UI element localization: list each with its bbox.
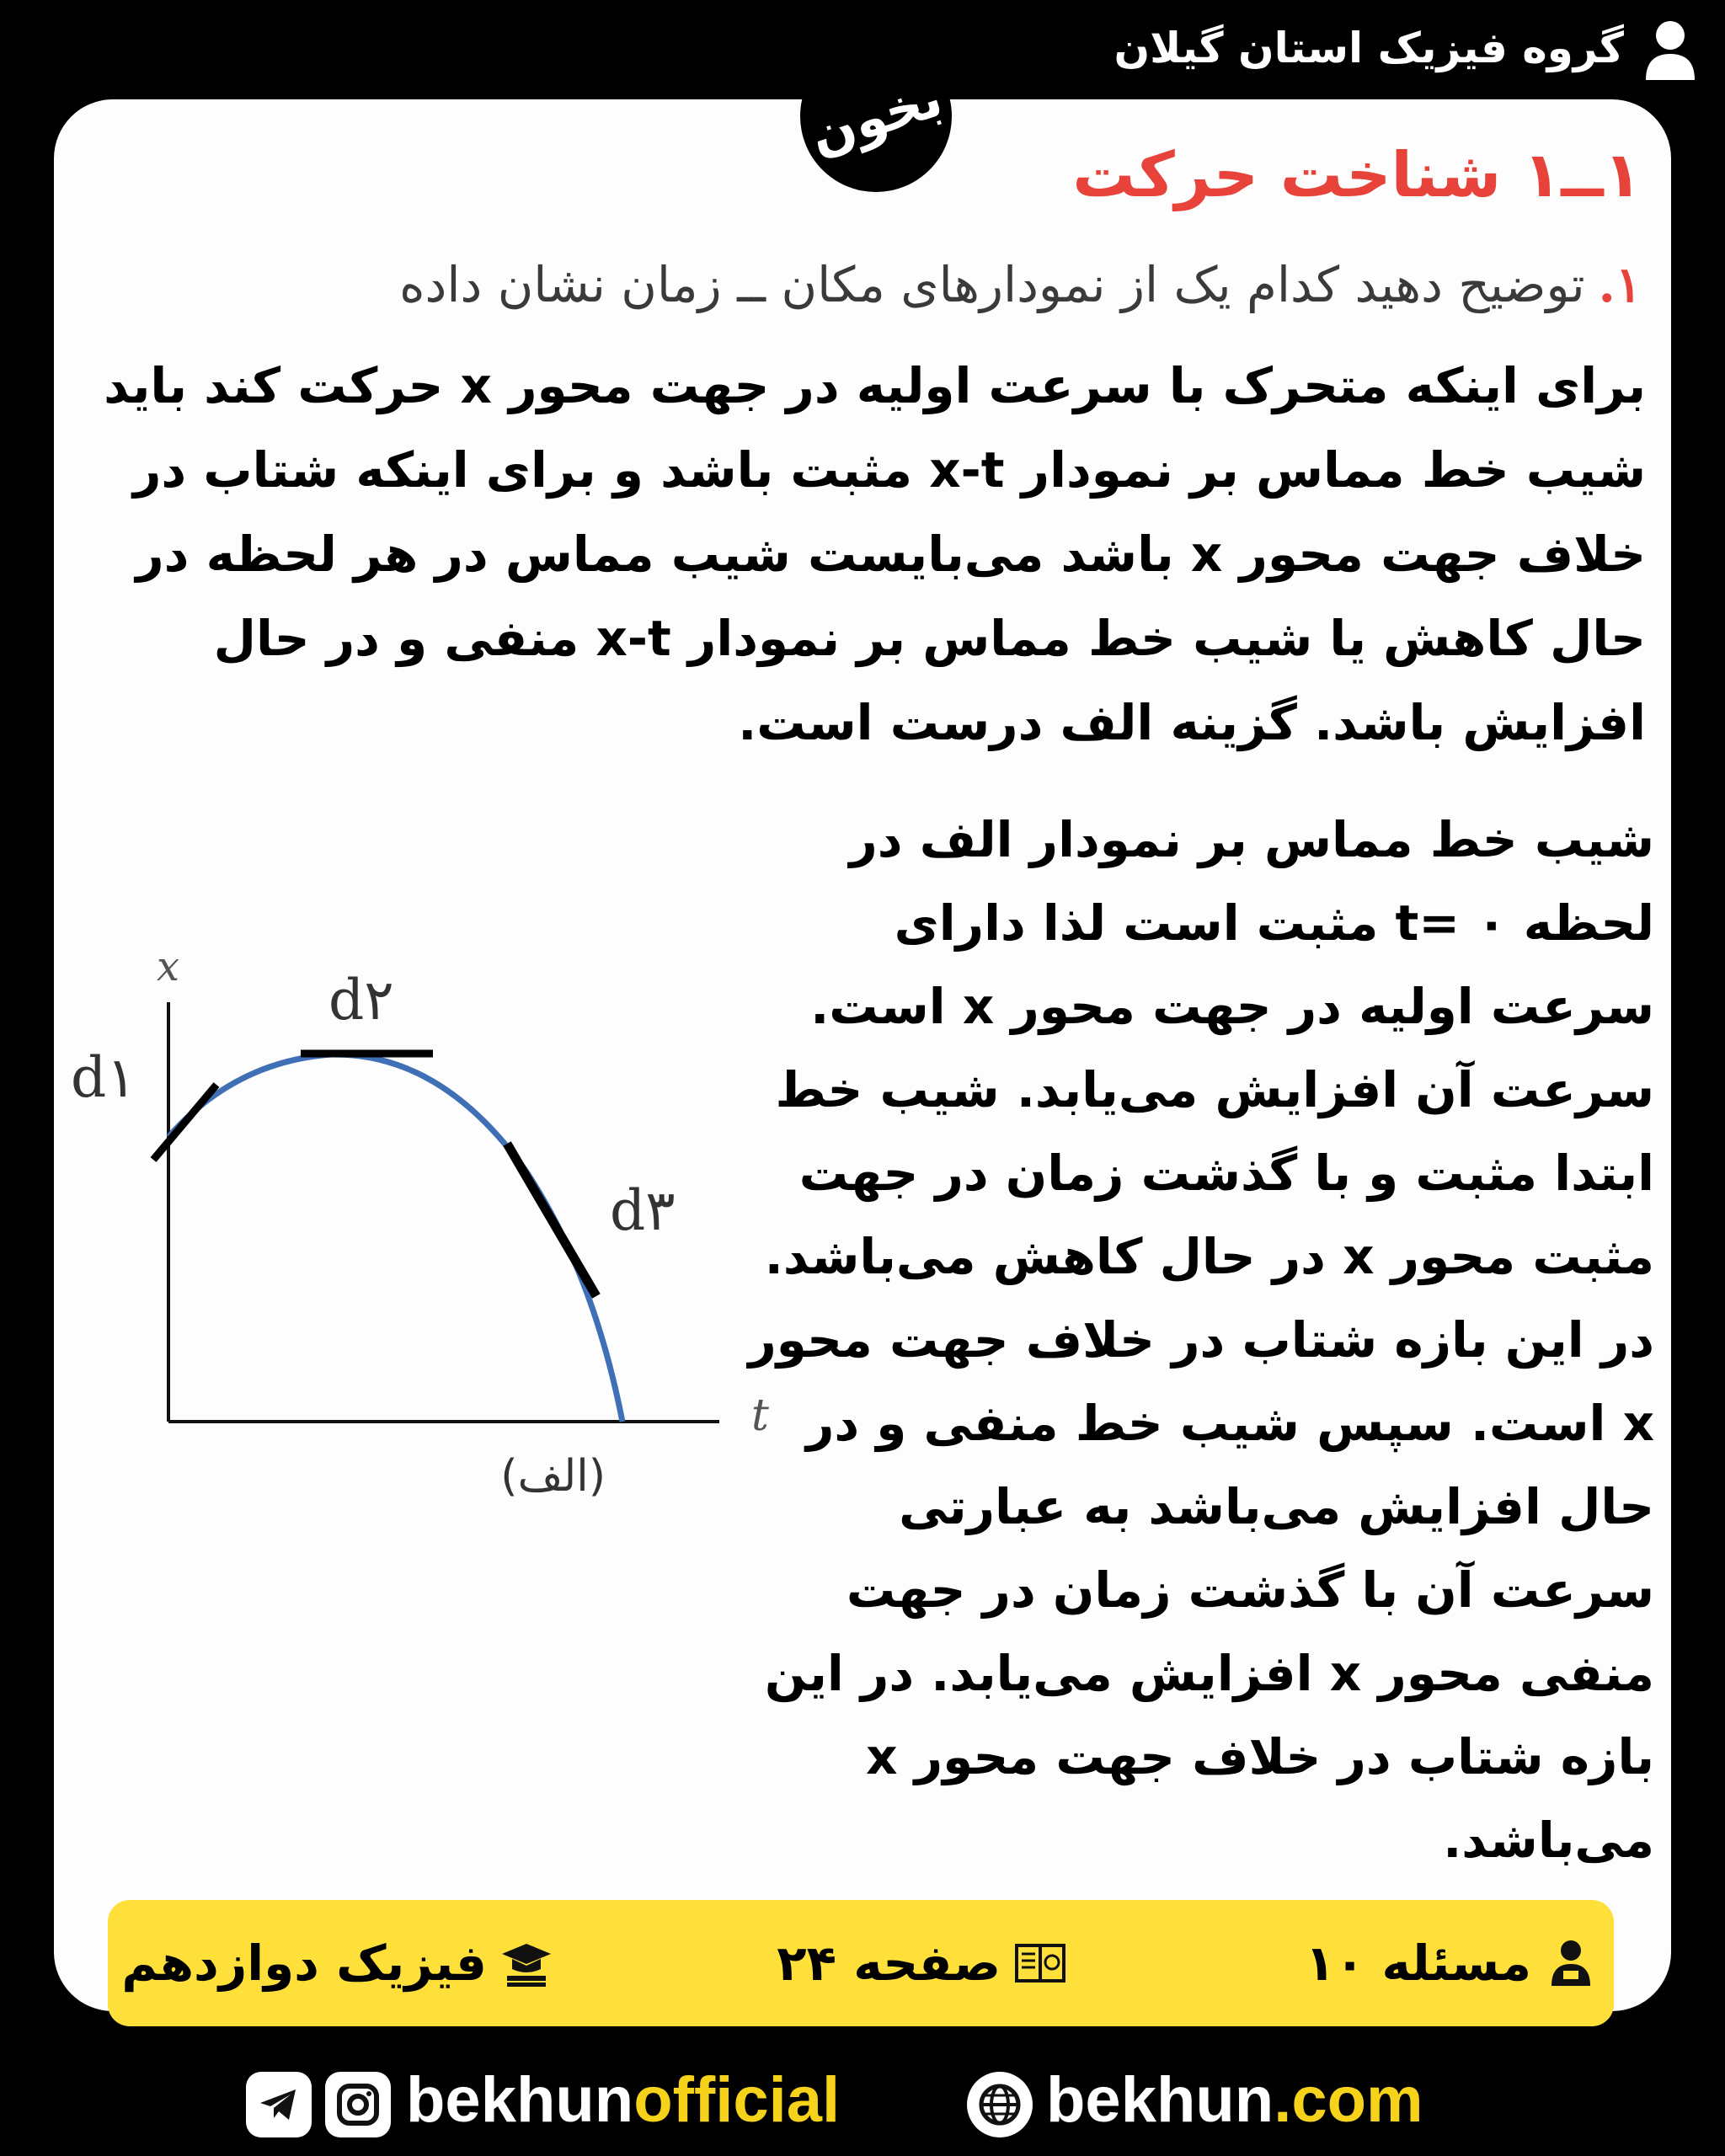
section-title: ۱ــ۱ شناخت حرکت bbox=[1072, 139, 1642, 211]
graduation-cap-icon bbox=[500, 1937, 553, 1989]
tangent-d1 bbox=[153, 1085, 216, 1160]
telegram-link[interactable] bbox=[246, 2072, 312, 2137]
site-accent: .com bbox=[1274, 2064, 1423, 2136]
question-line bbox=[58, 247, 1642, 323]
globe-icon bbox=[976, 2081, 1023, 2128]
telegram-icon bbox=[255, 2081, 302, 2128]
open-book-icon bbox=[1014, 1937, 1066, 1989]
book-label: فیزیک دوازدهم bbox=[121, 1935, 487, 1992]
t-axis-label: t bbox=[751, 1390, 769, 1441]
user-icon bbox=[1641, 19, 1700, 82]
tangent-d3 bbox=[507, 1144, 596, 1296]
handle-accent: official bbox=[633, 2064, 841, 2136]
problem-label: مسئله ۱۰ bbox=[1305, 1935, 1531, 1992]
x-axis-label: x bbox=[157, 943, 180, 990]
answer-paragraph-2: شیب خط مماس بر نمودار الف در لحظه t= ۰ مثبت است لذا دارای سرعت اولیه در جهت محور x است. سرعت آن افزایش می‌یابد. شیب خط ابتدا مثبت و با گذشت زمان در جهت مثبت محور x در حال کاهش می‌باشد. در این بازه شتاب در خلاف جهت محور x است. سپس شیب خط منفی و در حال افزایش می‌باشد به عبارتی سرعت آن با گذشت زمان در جهت منفی محور x افزایش می‌یابد. در این بازه شتاب در خلاف جهت محور x می‌باشد. bbox=[748, 811, 1654, 1869]
page-number bbox=[777, 1900, 1066, 2026]
website-address[interactable] bbox=[1046, 2058, 1423, 2143]
answer-paragraph-1: برای اینکه متحرک با سرعت اولیه در جهت محور x حرکت کند باید شیب خط مماس بر نمودار x-t مثبت باشد و برای اینکه شتاب در خلاف جهت محور x باشد می‌بایست شیب مماس در هر لحظه در حال کاهش یا شیب خط مماس بر نمودار x-t منفی و در حال افزایش باشد. گزینه الف درست است. bbox=[104, 357, 1646, 751]
logo-text: بخون bbox=[802, 66, 950, 167]
tangent-label-d2: d۲ bbox=[328, 968, 394, 1033]
problem-number bbox=[1306, 1900, 1597, 2026]
instagram-link[interactable] bbox=[325, 2072, 391, 2137]
tangent-label-d3: d۳ bbox=[610, 1178, 676, 1243]
social-footer bbox=[0, 2055, 1725, 2148]
book-name bbox=[121, 1900, 553, 2026]
footer-info-bar bbox=[108, 1900, 1614, 2026]
tangent-label-d1: d۱ bbox=[71, 1045, 136, 1110]
brand-logo bbox=[800, 40, 952, 192]
handle-main: bekhun bbox=[406, 2064, 634, 2136]
question-text: توضیح دهید کدام یک از نمودارهای مکان ــ زمان نشان داده bbox=[399, 256, 1585, 313]
website-link[interactable] bbox=[967, 2072, 1033, 2137]
instagram-handle[interactable] bbox=[406, 2058, 840, 2143]
graph-caption: (الف) bbox=[500, 1451, 606, 1502]
instagram-icon bbox=[334, 2081, 382, 2128]
teacher-icon bbox=[1545, 1937, 1597, 1989]
position-time-graph bbox=[54, 910, 769, 1516]
motion-curve bbox=[168, 1054, 622, 1422]
site-main: bekhun bbox=[1046, 2064, 1274, 2136]
page-label: صفحه ۲۴ bbox=[777, 1935, 1001, 1992]
question-number: ۱. bbox=[1598, 256, 1642, 313]
content-card bbox=[54, 66, 1671, 2011]
group-name: گروه فیزیک استان گیلان bbox=[1114, 24, 1624, 72]
